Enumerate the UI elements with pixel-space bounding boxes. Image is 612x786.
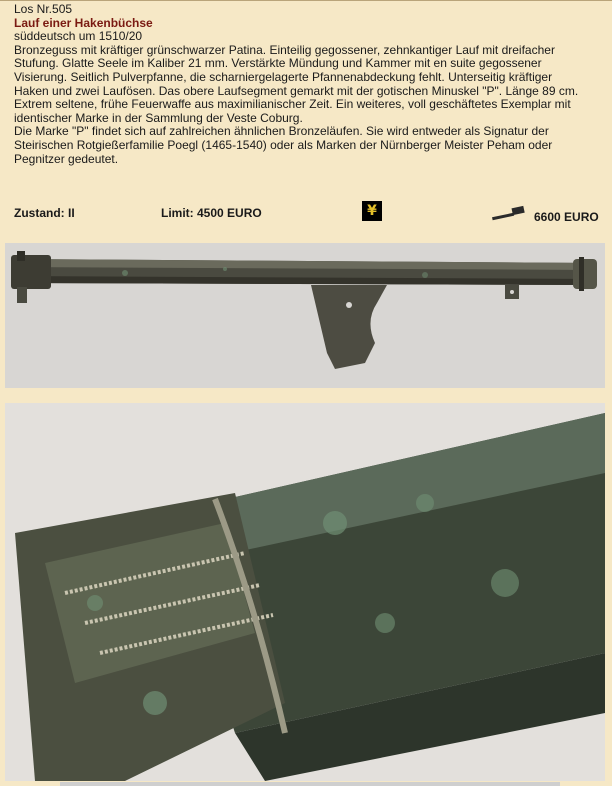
condition: Zustand: II (14, 206, 75, 220)
scrollbar-hint (60, 782, 560, 786)
lot-title: Lauf einer Hakenbüchse (14, 15, 153, 30)
currency-mark-icon: ¥ (362, 201, 382, 221)
description-line: Steirischen Rotgießerfamilie Poegl (1465-1540) oder als Marken der Nürnberger Meister Peham oder (14, 137, 553, 152)
breech-detail-illustration (5, 403, 605, 781)
limit-price: Limit: 4500 EURO (161, 206, 262, 220)
lot-number: Los Nr.505 (14, 2, 73, 16)
hammer-price: 6600 EURO (534, 210, 599, 224)
top-rule (0, 0, 612, 1)
description-line: Stufung. Glatte Seele im Kaliber 21 mm. Verstärkte Mündung und Kammer mit en suite gegossener (14, 56, 542, 71)
auction-hammer-icon (490, 204, 530, 222)
lot-text-block (14, 3, 604, 166)
description-line: identischer Marke in der Sammlung der Veste Coburg. (14, 110, 303, 125)
description-line: Visierung. Seitlich Pulverpfanne, die scharniergelagerte Pfannenabdeckung fehlt. Unterseitig kräftiger (14, 69, 553, 84)
lot-info-row (0, 204, 612, 226)
barrel-illustration (5, 243, 605, 388)
description-line: Haken und zwei Laufösen. Das obere Laufsegment gemarkt mit der gotischen Minuskel "P". Länge 89 cm. (14, 83, 579, 98)
barrel-full-photo (5, 243, 605, 388)
description-line: Die Marke "P" findet sich auf zahlreichen ähnlichen Bronzeläufen. Sie wird entweder als Signatur der (14, 124, 549, 139)
barrel-detail-photo (5, 403, 605, 781)
description-line: Bronzeguss mit kräftiger grünschwarzer Patina. Einteilig gegossener, zehnkantiger Lauf mit dreifacher (14, 42, 555, 57)
lot-origin: süddeutsch um 1510/20 (14, 29, 143, 44)
description-line: Extrem seltene, frühe Feuerwaffe aus maximilianischer Zeit. Ein weiteres, voll geschäftetes Exemplar mit (14, 97, 571, 112)
description-line: Pegnitzer gedeutet. (14, 151, 119, 166)
